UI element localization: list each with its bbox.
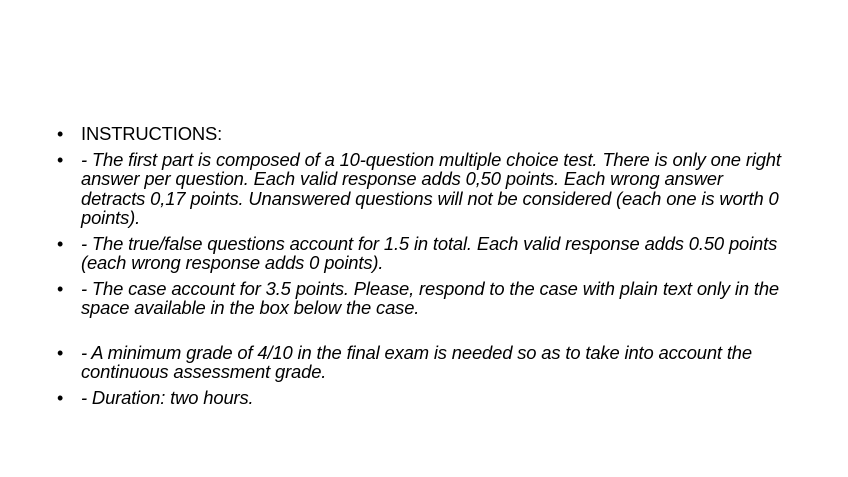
list-item-instructions-heading: [57, 124, 792, 144]
bullet-icon: •: [57, 387, 64, 408]
list-item-case: [57, 279, 792, 318]
bullet-icon: •: [57, 149, 64, 170]
list-item-true-false: [57, 234, 792, 273]
bullet-icon: •: [57, 342, 64, 363]
case-instruction: - The case account for 3.5 points. Please, respond to the case with plain text only in the space available in the box below the case.: [81, 277, 780, 318]
true-false-instruction: - The true/false questions account for 1.5 in total. Each valid response adds 0.50 points (each wrong response adds 0 points).: [81, 232, 778, 273]
bullet-icon: •: [57, 124, 64, 144]
list-item-duration: [57, 388, 792, 408]
list-item-multiple-choice: [57, 150, 792, 228]
instructions-list: [57, 124, 792, 413]
duration-instruction: - Duration: two hours.: [81, 386, 254, 408]
list-item-minimum-grade: [57, 343, 792, 382]
minimum-grade-instruction: - A minimum grade of 4/10 in the final exam is needed so as to take into account the continuous assessment grade.: [81, 341, 752, 382]
instructions-heading: INSTRUCTIONS:: [81, 123, 223, 144]
bullet-icon: •: [57, 278, 64, 299]
multiple-choice-instruction: - The first part is composed of a 10-question multiple choice test. There is only one right answer per question. Each valid response adds 0,50 points. Each wrong answer detracts 0,17 points. Unanswered questions will not be considered (each one is worth 0 points).: [81, 148, 781, 228]
bullet-icon: •: [57, 233, 64, 254]
